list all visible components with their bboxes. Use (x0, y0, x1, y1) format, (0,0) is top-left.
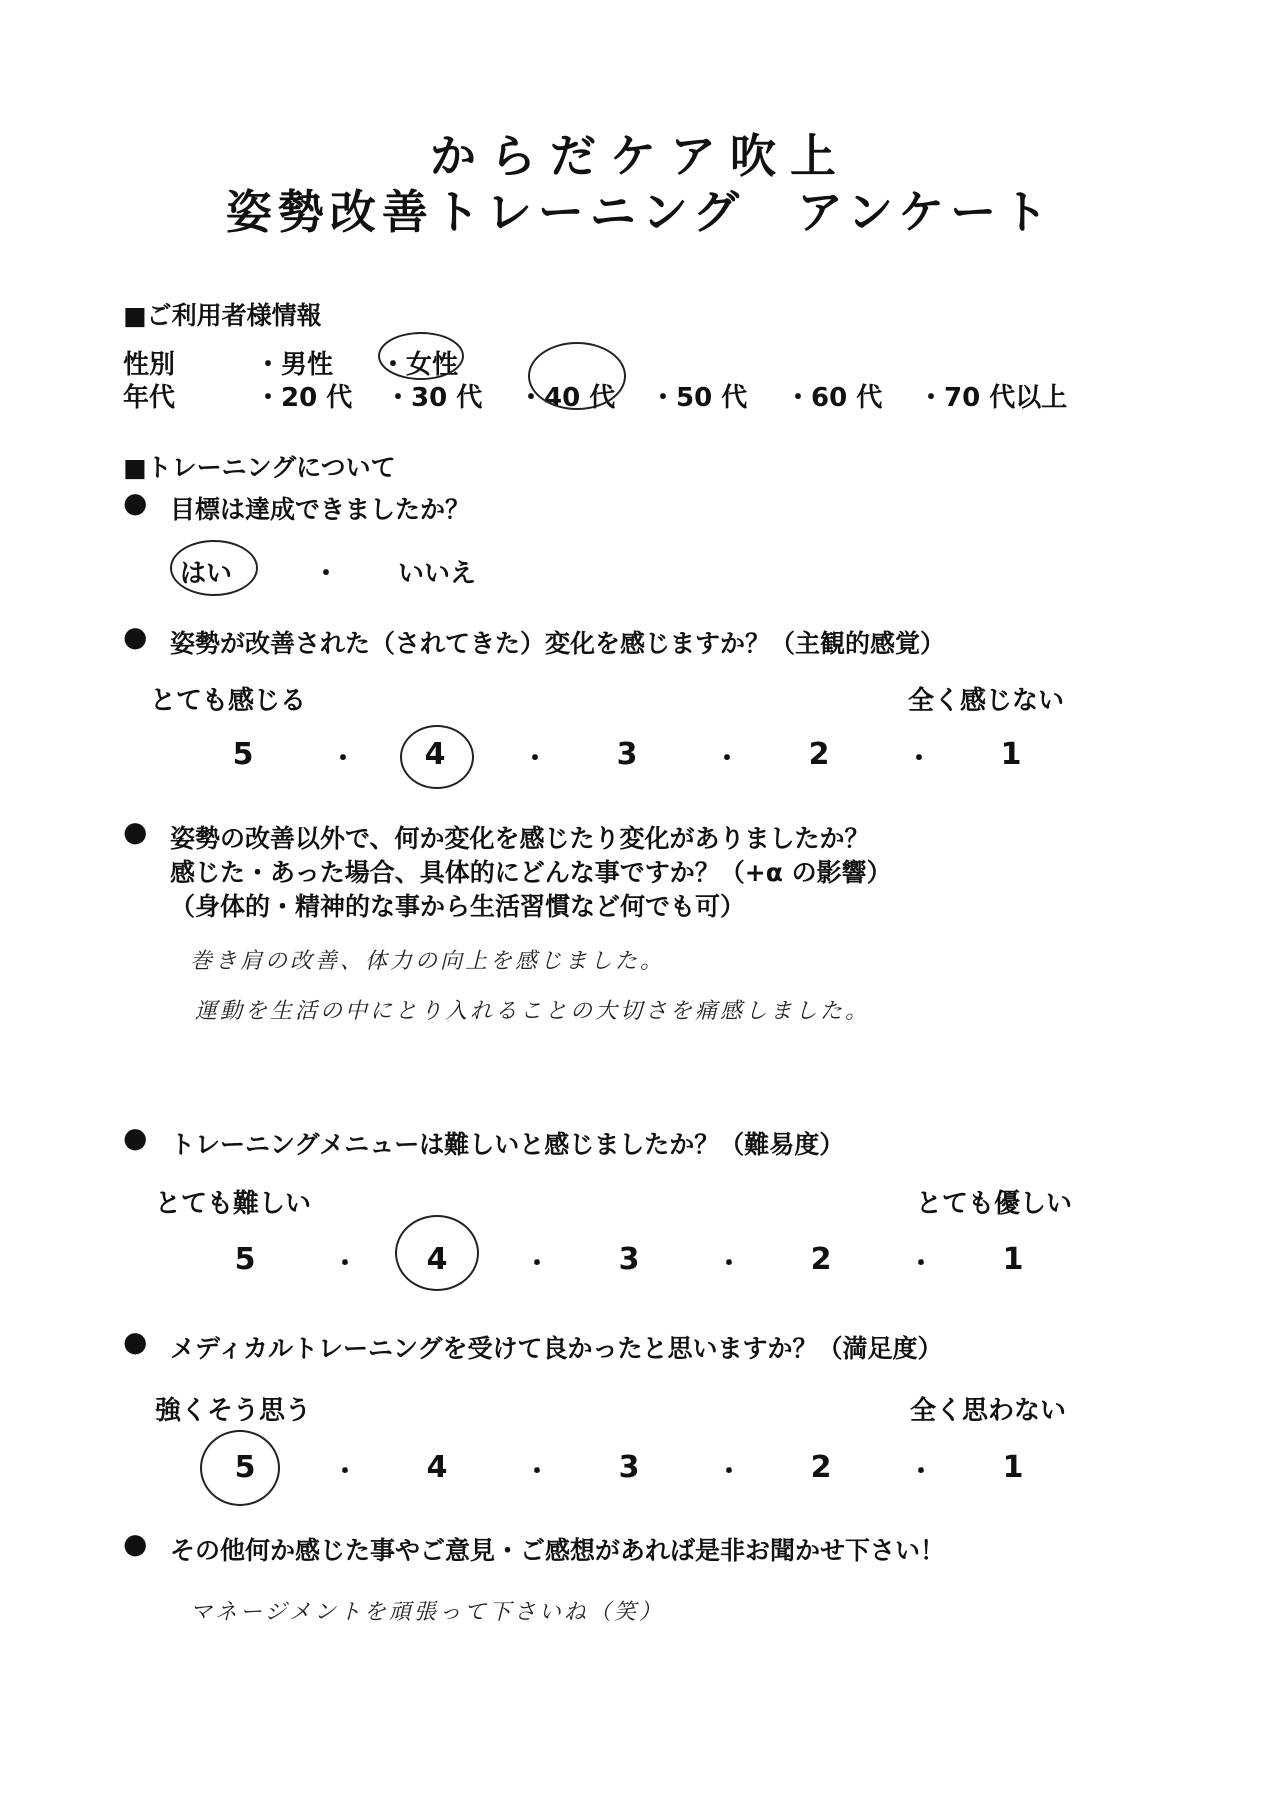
scale-separator: ・ (908, 1457, 935, 1487)
age-option-20[interactable]: ・20 代 (255, 383, 353, 413)
age-option-70plus[interactable]: ・70 代以上 (918, 383, 1068, 413)
q4-scale-3[interactable]: 3 (618, 1242, 640, 1277)
survey-title-line1: からだケア吹上 (430, 129, 850, 183)
user-info-heading: ■ご利用者様情報 (123, 301, 322, 330)
q5-scale-1[interactable]: 1 (1002, 1450, 1024, 1485)
q5-selected-circle (200, 1430, 280, 1506)
scale-separator: ・ (524, 1249, 551, 1279)
bullet-icon: ● (123, 815, 148, 848)
q1-text: 目標は達成できましたか？ (170, 495, 471, 524)
q3-answer-line2: 運動を生活の中にとり入れることの大切さを痛感しました。 (195, 999, 871, 1024)
q5-text: メディカルトレーニングを受けて良かったと思いますか？（満足度） (170, 1334, 943, 1363)
q3-text-line1: 姿勢の改善以外で、何か変化を感じたり変化がありましたか？ (170, 824, 870, 853)
scale-separator: ・ (522, 744, 549, 774)
scale-separator: ・ (906, 744, 933, 774)
q3-text-line2: 感じた・あった場合、具体的にどんな事ですか？（+α の影響） (170, 858, 892, 887)
age-option-60[interactable]: ・60 代 (785, 383, 883, 413)
age-option-30[interactable]: ・30 代 (385, 383, 483, 413)
q1-separator: ・ (313, 559, 340, 589)
bullet-icon: ● (123, 620, 148, 653)
bullet-icon: ● (123, 1121, 148, 1154)
age-label: 年代 (123, 383, 176, 413)
q5-scale-4[interactable]: 4 (426, 1450, 448, 1485)
age-selected-circle (528, 342, 626, 410)
bullet-icon: ● (123, 1325, 148, 1358)
q2-scale-5[interactable]: 5 (232, 737, 254, 772)
survey-title-line2: 姿勢改善トレーニング アンケート (225, 185, 1055, 239)
age-option-40[interactable]: ・40 代 (518, 383, 616, 413)
q2-right-label: 全く感じない (908, 686, 1065, 716)
q2-scale-3[interactable]: 3 (616, 737, 638, 772)
q4-scale-2[interactable]: 2 (810, 1242, 832, 1277)
q4-text: トレーニングメニューは難しいと感じましたか？（難易度） (170, 1130, 845, 1159)
q1-option-no[interactable]: いいえ (398, 559, 477, 589)
q2-text: 姿勢が改善された（されてきた）変化を感じますか？（主観的感覚） (170, 629, 946, 658)
q5-scale-3[interactable]: 3 (618, 1450, 640, 1485)
scale-separator: ・ (332, 1249, 359, 1279)
bullet-icon: ● (123, 486, 148, 519)
gender-option-male[interactable]: ・男性 (255, 350, 334, 380)
q4-selected-circle (395, 1215, 479, 1291)
q2-scale-4[interactable]: 4 (424, 737, 446, 772)
q4-scale-5[interactable]: 5 (234, 1242, 256, 1277)
bullet-icon: ● (123, 1527, 148, 1560)
q5-left-label: 強くそう思う (155, 1396, 312, 1426)
age-option-50[interactable]: ・50 代 (650, 383, 748, 413)
q1-option-yes[interactable]: はい (180, 559, 233, 589)
q4-scale-1[interactable]: 1 (1002, 1242, 1024, 1277)
scale-separator: ・ (714, 744, 741, 774)
q2-selected-circle (400, 725, 474, 789)
gender-option-female[interactable]: ・女性 (380, 350, 459, 380)
q1-selected-circle (170, 540, 258, 596)
q2-left-label: とても感じる (150, 686, 307, 716)
gender-label: 性別 (123, 350, 176, 380)
training-heading: ■トレーニングについて (123, 453, 396, 482)
q3-answer-line1: 巻き肩の改善、体力の向上を感じました。 (190, 949, 666, 974)
q4-right-label: とても優しい (916, 1189, 1073, 1219)
scale-separator: ・ (716, 1457, 743, 1487)
q4-left-label: とても難しい (155, 1189, 312, 1219)
scale-separator: ・ (716, 1249, 743, 1279)
gender-selected-circle (378, 332, 464, 380)
q5-scale-5[interactable]: 5 (234, 1450, 256, 1485)
q2-scale-1[interactable]: 1 (1000, 737, 1022, 772)
q6-text: その他何か感じた事やご意見・ご感想があれば是非お聞かせ下さい！ (170, 1536, 946, 1565)
q3-text-line3: （身体的・精神的な事から生活習慣など何でも可） (170, 892, 746, 921)
q5-scale-2[interactable]: 2 (810, 1450, 832, 1485)
scale-separator: ・ (908, 1249, 935, 1279)
q2-scale-2[interactable]: 2 (808, 737, 830, 772)
scale-separator: ・ (332, 1457, 359, 1487)
q6-answer: マネージメントを頑張って下さいね（笑） (190, 1600, 664, 1625)
scale-separator: ・ (524, 1457, 551, 1487)
q4-scale-4[interactable]: 4 (426, 1242, 448, 1277)
q5-right-label: 全く思わない (910, 1396, 1067, 1426)
scale-separator: ・ (330, 744, 357, 774)
